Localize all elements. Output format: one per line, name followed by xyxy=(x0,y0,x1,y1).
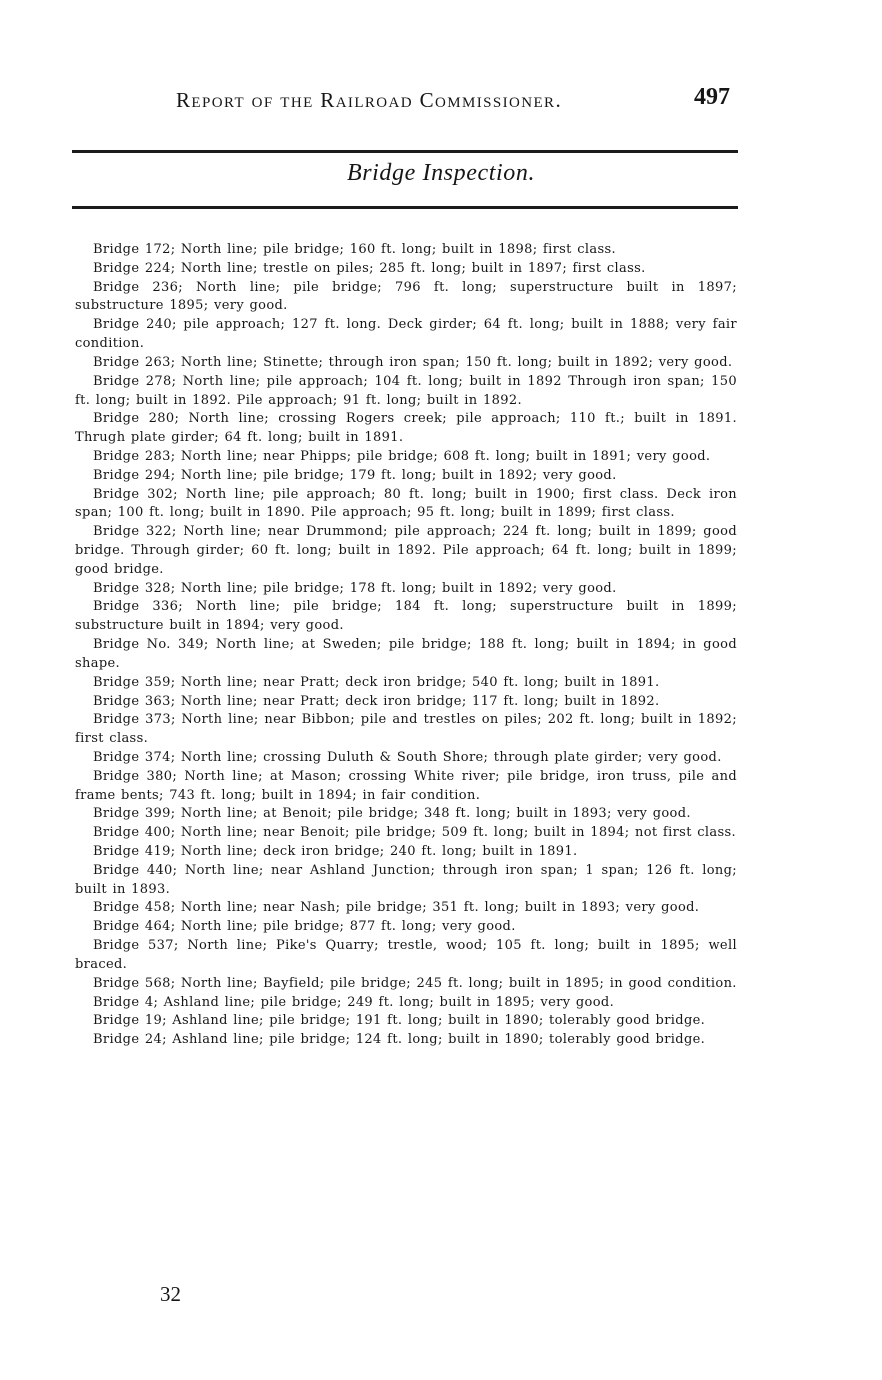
bridge-entry: Bridge 283; North line; near Phipps; pile bridge; 608 ft. long; built in 1891; very good. xyxy=(93,448,711,464)
bridge-entry: Bridge 374; North line; crossing Duluth & South Shore; through plate girder; very good. xyxy=(93,749,722,765)
bridge-entry: Bridge 4; Ashland line; pile bridge; 249 ft. long; built in 1895; very good. xyxy=(93,994,615,1010)
bridge-entry: Bridge 24; Ashland line; pile bridge; 124 ft. long; built in 1890; tolerably good bridge. xyxy=(93,1032,706,1048)
bridge-entry: Bridge 263; North line; Stinette; through iron span; 150 ft. long; built in 1892; very good. xyxy=(93,354,733,370)
signature-mark: 32 xyxy=(160,1282,181,1306)
bridge-entry: Bridge 328; North line; pile bridge; 178 ft. long; built in 1892; very good. xyxy=(93,580,617,596)
bridge-entry: Bridge 224; North line; trestle on piles; 285 ft. long; built in 1897; first class. xyxy=(93,260,646,276)
section-title: Bridge Inspection. xyxy=(346,160,536,186)
bridge-entry: Bridge 19; Ashland line; pile bridge; 191 ft. long; built in 1890; tolerably good bridge. xyxy=(93,1013,706,1029)
bridge-entry: Bridge 280; North line; crossing Rogers creek; pile approach; 110 ft.; built in 1891. Thrugh plate girder; 64 ft. long; built in 1891. xyxy=(75,411,737,446)
bridge-entry: Bridge 373; North line; near Bibbon; pile and trestles on piles; 202 ft. long; built in 1892; first class. xyxy=(75,712,737,747)
bridge-entry: Bridge No. 349; North line; at Sweden; pile bridge; 188 ft. long; built in 1894; in good shape. xyxy=(75,637,737,671)
bridge-entry: Bridge 399; North line; at Benoit; pile bridge; 348 ft. long; built in 1893; very good. xyxy=(93,806,691,822)
bridge-entry: Bridge 302; North line; pile approach; 80 ft. long; built in 1900; first class. Deck iron span; 100 ft. long; built in 1890. Pile approach; 95 ft. long; built in 1899; first class. xyxy=(75,486,737,521)
bridge-entry: Bridge 419; North line; deck iron bridge; 240 ft. long; built in 1891. xyxy=(93,844,578,859)
bridge-entry: Bridge 322; North line; near Drummond; pile approach; 224 ft. long; built in 1899; good bridge. Through girder; 60 ft. long; built in 1892. Pile approach; 64 ft. long; built in 1899; good bridge. xyxy=(75,524,737,577)
bridge-entry: Bridge 172; North line; pile bridge; 160 ft. long; built in 1898; first class. xyxy=(93,242,617,257)
bridge-entry: Bridge 400; North line; near Benoit; pile bridge; 509 ft. long; built in 1894; not first class. xyxy=(93,825,737,841)
bridge-entry: Bridge 236; North line; pile bridge; 796 ft. long; superstructure built in 1897; substructure 1895; very good. xyxy=(75,279,737,314)
bridge-entries xyxy=(75,241,737,1050)
bridge-entry: Bridge 537; North line; Pike's Quarry; trestle, wood; 105 ft. long; built in 1895; well braced. xyxy=(75,938,737,972)
bridge-entry: Bridge 380; North line; at Mason; crossing White river; pile bridge, iron truss, pile and frame bents; 743 ft. long; built in 1894; in fair condition. xyxy=(75,768,737,803)
bridge-entry: Bridge 464; North line; pile bridge; 877 ft. long; very good. xyxy=(93,919,516,935)
bridge-entry: Bridge 440; North line; near Ashland Junction; through iron span; 1 span; 126 ft. long; built in 1893. xyxy=(75,862,737,897)
bridge-entry: Bridge 363; North line; near Pratt; deck iron bridge; 117 ft. long; built in 1892. xyxy=(93,693,660,709)
top-rule xyxy=(72,150,738,153)
bridge-entry: Bridge 359; North line; near Pratt; deck iron bridge; 540 ft. long; built in 1891. xyxy=(93,674,660,690)
bridge-entry: Bridge 458; North line; near Nash; pile bridge; 351 ft. long; built in 1893; very good. xyxy=(93,900,700,916)
bridge-entry: Bridge 240; pile approach; 127 ft. long. Deck girder; 64 ft. long; built in 1888; very fair condition. xyxy=(75,317,737,352)
page-number: 497 xyxy=(694,84,730,110)
bridge-entry: Bridge 568; North line; Bayfield; pile bridge; 245 ft. long; built in 1895; in good condition. xyxy=(93,975,737,991)
bridge-entry: Bridge 294; North line; pile bridge; 179 ft. long; built in 1892; very good. xyxy=(93,467,617,483)
bridge-entry: Bridge 278; North line; pile approach; 104 ft. long; built in 1892 Through iron span; 150 ft. long; built in 1892. Pile approach; 91 ft. long; built in 1892. xyxy=(75,373,737,408)
bridge-entry: Bridge 336; North line; pile bridge; 184 ft. long; superstructure built in 1899; substructure built in 1894; very good. xyxy=(75,599,737,634)
bottom-rule xyxy=(72,206,738,209)
running-title: Report of the Railroad Commissioner. xyxy=(176,88,563,112)
